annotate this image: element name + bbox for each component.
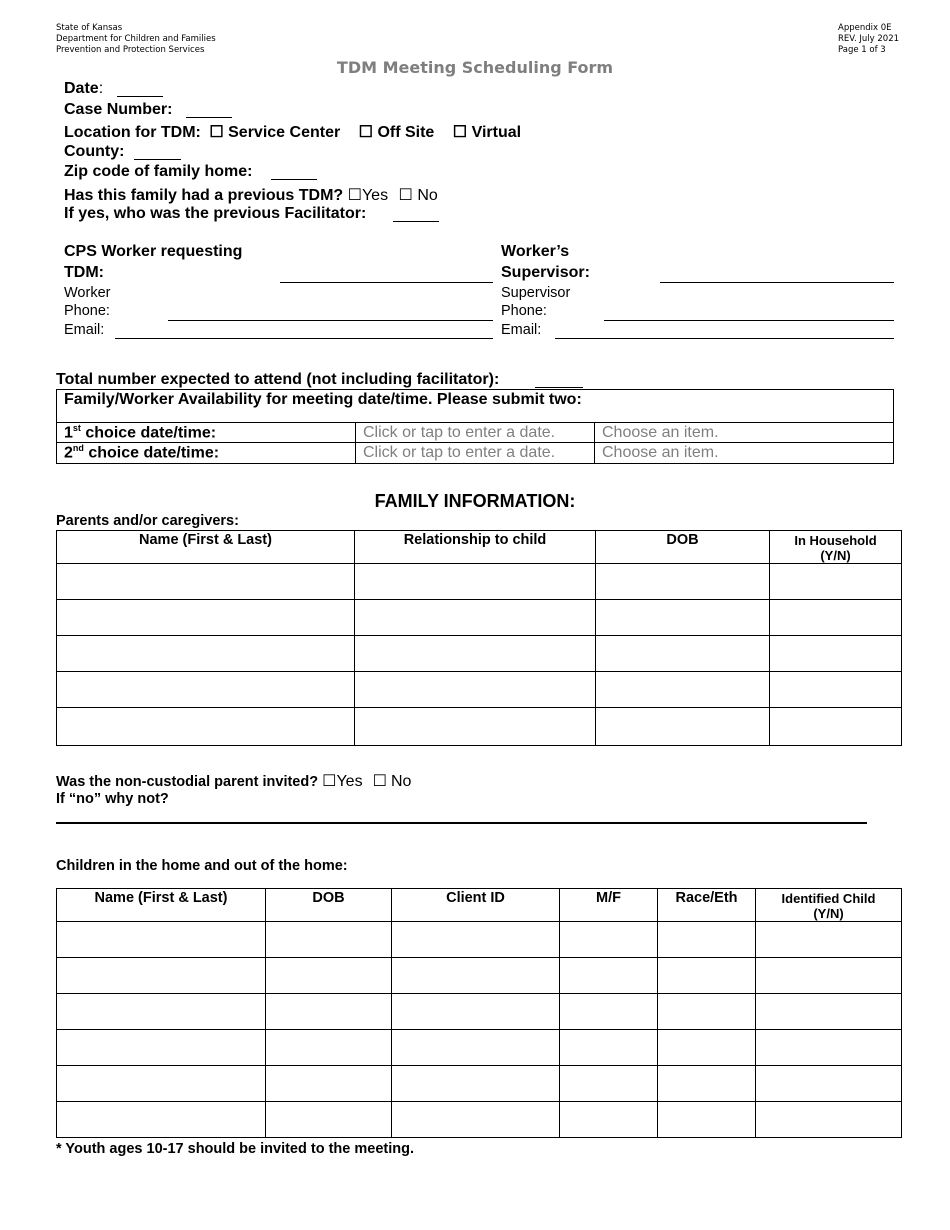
table-cell[interactable] xyxy=(57,1102,266,1138)
checkbox-previous-no[interactable]: ☐ xyxy=(398,187,413,204)
total-attend-input[interactable] xyxy=(535,387,583,388)
availability-row xyxy=(57,423,894,443)
col-identified-child: Identified Child (Y/N) xyxy=(756,889,902,922)
table-row xyxy=(57,600,902,636)
table-cell[interactable] xyxy=(560,958,658,994)
date-input[interactable] xyxy=(117,96,163,97)
table-cell[interactable] xyxy=(266,922,392,958)
table-cell[interactable] xyxy=(355,600,596,636)
cps-worker-input[interactable] xyxy=(280,282,493,283)
why-not-input[interactable] xyxy=(56,822,867,824)
parents-label: Parents and/or caregivers: xyxy=(56,513,239,529)
table-cell[interactable] xyxy=(57,708,355,746)
col-client-id: Client ID xyxy=(392,889,560,922)
noncustodial-field xyxy=(56,771,411,791)
worker-phone-input[interactable] xyxy=(168,320,493,321)
table-cell[interactable] xyxy=(770,564,902,600)
worker-phone-label-line1: Worker xyxy=(64,285,111,301)
table-cell[interactable] xyxy=(658,958,756,994)
availability-row xyxy=(57,443,894,463)
table-cell[interactable] xyxy=(392,1030,560,1066)
table-cell[interactable] xyxy=(658,1030,756,1066)
worker-email-input[interactable] xyxy=(115,338,493,339)
zip-input[interactable] xyxy=(271,179,317,180)
option-previous-no: No xyxy=(417,187,438,204)
table-cell[interactable] xyxy=(57,672,355,708)
table-cell[interactable] xyxy=(756,1102,902,1138)
table-cell[interactable] xyxy=(392,922,560,958)
table-cell[interactable] xyxy=(658,994,756,1030)
previous-tdm-label: Has this family had a previous TDM? xyxy=(64,187,344,204)
table-cell[interactable] xyxy=(355,708,596,746)
table-cell[interactable] xyxy=(57,958,266,994)
table-row xyxy=(57,958,902,994)
option-virtual: Virtual xyxy=(471,124,522,141)
location-label: Location for TDM: xyxy=(64,124,201,141)
table-cell[interactable] xyxy=(560,1102,658,1138)
family-info-heading: FAMILY INFORMATION: xyxy=(374,491,576,511)
table-cell[interactable] xyxy=(392,1102,560,1138)
supervisor-label-line2: Supervisor: xyxy=(501,264,590,281)
availability-table xyxy=(56,389,894,464)
table-row xyxy=(57,708,902,746)
supervisor-phone-label: Phone: xyxy=(501,303,547,319)
table-cell[interactable] xyxy=(266,1102,392,1138)
org-division: Prevention and Protection Services xyxy=(56,45,205,55)
previous-facilitator-label: If yes, who was the previous Facilitator: xyxy=(64,205,367,222)
children-table xyxy=(56,888,902,1138)
table-cell[interactable] xyxy=(658,922,756,958)
table-cell[interactable] xyxy=(658,1066,756,1102)
table-cell[interactable] xyxy=(57,994,266,1030)
county-label: County: xyxy=(64,143,125,160)
cps-worker-label-line2: TDM: xyxy=(64,264,104,281)
availability-header-row xyxy=(57,390,894,423)
page-number: Page 1 of 3 xyxy=(838,45,886,55)
table-cell[interactable] xyxy=(756,1030,902,1066)
children-header-row xyxy=(57,889,902,922)
total-attend-label: Total number expected to attend (not including facilitator): xyxy=(56,371,500,388)
table-cell[interactable] xyxy=(770,672,902,708)
table-cell[interactable] xyxy=(392,1066,560,1102)
table-cell[interactable] xyxy=(596,600,770,636)
case-number-input[interactable] xyxy=(186,117,232,118)
table-cell[interactable] xyxy=(596,564,770,600)
table-cell[interactable] xyxy=(770,600,902,636)
col-in-household: In Household (Y/N) xyxy=(770,531,902,564)
table-cell[interactable] xyxy=(560,922,658,958)
table-cell[interactable] xyxy=(57,1066,266,1102)
table-cell[interactable] xyxy=(596,672,770,708)
col-gender: M/F xyxy=(560,889,658,922)
previous-tdm-field xyxy=(64,185,438,205)
supervisor-input[interactable] xyxy=(660,282,894,283)
table-row xyxy=(57,672,902,708)
zip-label: Zip code of family home: xyxy=(64,163,253,180)
time-dropdown[interactable]: Choose an item. xyxy=(595,423,894,443)
table-cell[interactable] xyxy=(355,672,596,708)
table-cell[interactable] xyxy=(756,922,902,958)
youth-footnote: * Youth ages 10-17 should be invited to the meeting. xyxy=(56,1141,414,1157)
supervisor-phone-input[interactable] xyxy=(604,320,894,321)
option-noncustodial-no: No xyxy=(390,773,412,790)
appendix-ref: Appendix 0E xyxy=(838,23,892,33)
choice-label: 2nd choice date/time: xyxy=(57,443,356,463)
supervisor-email-label: Email: xyxy=(501,322,542,338)
option-off-site: Off Site xyxy=(377,124,435,141)
why-not-label: If “no” why not? xyxy=(56,791,169,807)
checkbox-virtual[interactable]: ☐ xyxy=(452,124,468,141)
ref-header xyxy=(838,23,899,56)
table-row xyxy=(57,994,902,1030)
table-cell[interactable] xyxy=(770,636,902,672)
col-child-dob: DOB xyxy=(266,889,392,922)
col-dob: DOB xyxy=(596,531,770,564)
parents-table xyxy=(56,530,902,746)
table-cell[interactable] xyxy=(355,636,596,672)
table-cell[interactable] xyxy=(266,958,392,994)
supervisor-email-input[interactable] xyxy=(555,338,894,339)
case-number-label: Case Number: xyxy=(64,101,173,118)
table-cell[interactable] xyxy=(770,708,902,746)
cps-worker-label-line1: CPS Worker requesting xyxy=(64,243,243,260)
checkbox-service-center[interactable]: ☐ xyxy=(209,124,224,141)
option-service-center: Service Center xyxy=(228,124,341,141)
table-cell[interactable] xyxy=(560,1066,658,1102)
date-field: Date: xyxy=(64,80,104,97)
checkbox-noncustodial-no[interactable]: ☐ xyxy=(372,773,387,790)
availability-header: Family/Worker Availability for meeting date/time. Please submit two: xyxy=(57,390,894,423)
noncustodial-label: Was the non-custodial parent invited? xyxy=(56,774,319,790)
table-row xyxy=(57,1102,902,1138)
org-header xyxy=(56,23,216,56)
table-row xyxy=(57,564,902,600)
date-picker[interactable]: Click or tap to enter a date. xyxy=(356,423,595,443)
table-cell[interactable] xyxy=(560,994,658,1030)
table-row xyxy=(57,922,902,958)
table-cell[interactable] xyxy=(266,1030,392,1066)
worker-phone-label: Phone: xyxy=(64,303,110,319)
checkbox-noncustodial-yes[interactable]: ☐ xyxy=(322,773,337,790)
table-cell[interactable] xyxy=(756,958,902,994)
checkbox-off-site[interactable]: ☐ xyxy=(358,124,373,141)
table-cell[interactable] xyxy=(392,958,560,994)
col-relationship: Relationship to child xyxy=(355,531,596,564)
org-state: State of Kansas xyxy=(56,23,123,33)
org-department: Department for Children and Families xyxy=(56,34,216,44)
table-row xyxy=(57,1030,902,1066)
table-cell[interactable] xyxy=(57,922,266,958)
table-row xyxy=(57,1066,902,1102)
table-cell[interactable] xyxy=(596,708,770,746)
date-label: Date xyxy=(64,80,99,97)
supervisor-label-line1: Worker’s xyxy=(501,243,570,260)
checkbox-previous-yes[interactable]: ☐ xyxy=(347,187,362,204)
children-label: Children in the home and out of the home: xyxy=(56,858,348,874)
option-previous-yes: Yes xyxy=(361,187,389,204)
col-child-name: Name (First & Last) xyxy=(57,889,266,922)
date-picker[interactable]: Click or tap to enter a date. xyxy=(356,443,595,463)
parents-header-row xyxy=(57,531,902,564)
table-cell[interactable] xyxy=(57,564,355,600)
table-cell[interactable] xyxy=(355,564,596,600)
table-cell[interactable] xyxy=(266,1066,392,1102)
page-title: TDM Meeting Scheduling Form xyxy=(336,58,614,77)
table-cell[interactable] xyxy=(560,1030,658,1066)
previous-facilitator-input[interactable] xyxy=(393,221,439,222)
table-row xyxy=(57,636,902,672)
table-cell[interactable] xyxy=(57,600,355,636)
table-cell[interactable] xyxy=(266,994,392,1030)
table-cell[interactable] xyxy=(756,994,902,1030)
table-cell[interactable] xyxy=(392,994,560,1030)
revision-ref: REV. July 2021 xyxy=(838,34,900,44)
table-cell[interactable] xyxy=(658,1102,756,1138)
county-input[interactable] xyxy=(134,159,181,160)
table-cell[interactable] xyxy=(57,636,355,672)
location-field xyxy=(64,122,521,142)
option-noncustodial-yes: Yes xyxy=(336,773,363,790)
worker-email-label: Email: xyxy=(64,322,105,338)
table-cell[interactable] xyxy=(596,636,770,672)
table-cell[interactable] xyxy=(57,1030,266,1066)
col-name: Name (First & Last) xyxy=(57,531,355,564)
col-race-eth: Race/Eth xyxy=(658,889,756,922)
time-dropdown[interactable]: Choose an item. xyxy=(595,443,894,463)
choice-label: 1st choice date/time: xyxy=(57,423,356,443)
supervisor-phone-label-line1: Supervisor xyxy=(501,285,571,301)
table-cell[interactable] xyxy=(756,1066,902,1102)
